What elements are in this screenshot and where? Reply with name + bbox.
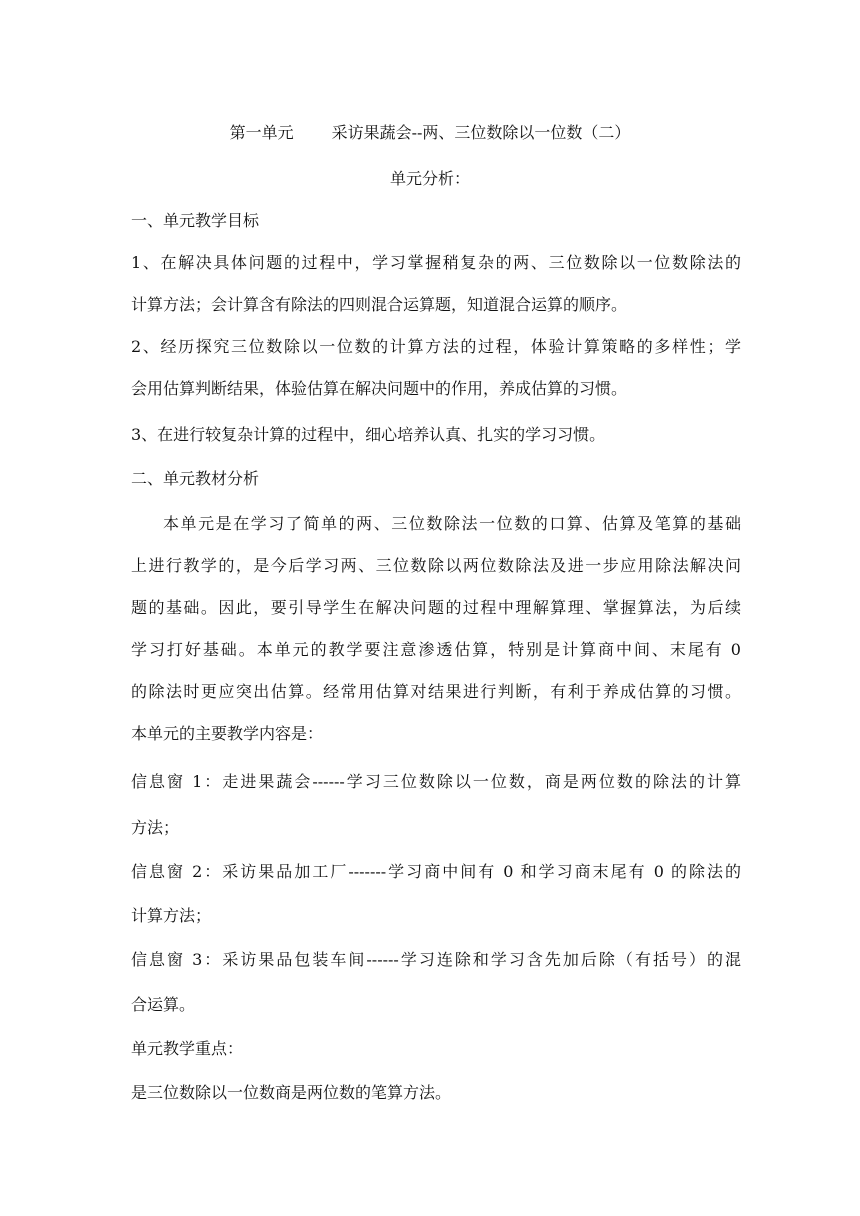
info-window-3-line: 合运算。 [131,995,196,1014]
section-heading-materials: 二、单元教材分析 [131,469,260,488]
paragraph-line: 上进行教学的，是今后学习两、三位数除以两位数除法及进一步应用除法解决问 [131,556,741,575]
paragraph-line: 的除法时更应突出估算。经常用估算对结果进行判断，有利于养成估算的习惯。 [131,682,741,701]
paragraph-line: 学习打好基础。本单元的教学要注意渗透估算，特别是计算商中间、末尾有 0 [131,640,741,659]
document-subtitle: 单元分析： [389,169,470,188]
paragraph-line: 计算方法；会计算含有除法的四则混合运算题，知道混合运算的顺序。 [131,295,628,314]
paragraph-line: 3、在进行较复杂计算的过程中，细心培养认真、扎实的学习习惯。 [131,425,606,444]
section-heading-goals: 一、单元教学目标 [131,211,260,230]
paragraph-line: 本单元是在学习了简单的两、三位数除法一位数的口算、估算及笔算的基础 [163,514,741,533]
info-window-2-line: 计算方法； [131,906,212,925]
paragraph-line: 是三位数除以一位数商是两位数的笔算方法。 [131,1083,452,1102]
info-window-1-line: 方法； [131,818,180,837]
info-window-1-line: 信息窗 1：走进果蔬会------学习三位数除以一位数，商是两位数的除法的计算 [131,772,741,791]
info-window-3-line: 信息窗 3：采访果品包装车间------学习连除和学习含先加后除（有括号）的混 [131,950,741,969]
title-unit: 第一单元 [229,123,294,142]
document-title [0,123,860,143]
info-window-2-line: 信息窗 2：采访果品加工厂-------学习商中间有 0 和学习商末尾有 0 的除法的 [131,862,741,881]
paragraph-line: 1、在解决具体问题的过程中，学习掌握稍复杂的两、三位数除以一位数除法的 [131,253,741,272]
paragraph-line: 2、经历探究三位数除以一位数的计算方法的过程，体验计算策略的多样性；学 [131,337,741,356]
title-topic: 采访果蔬会--两、三位数除以一位数（二） [331,123,631,142]
paragraph-line: 本单元的主要教学内容是： [131,724,324,743]
paragraph-line: 题的基础。因此，要引导学生在解决问题的过程中理解算理、掌握算法，为后续 [131,598,741,617]
paragraph-line: 会用估算判断结果，体验估算在解决问题中的作用，养成估算的习惯。 [131,379,628,398]
section-heading-key-points: 单元教学重点： [131,1039,244,1058]
